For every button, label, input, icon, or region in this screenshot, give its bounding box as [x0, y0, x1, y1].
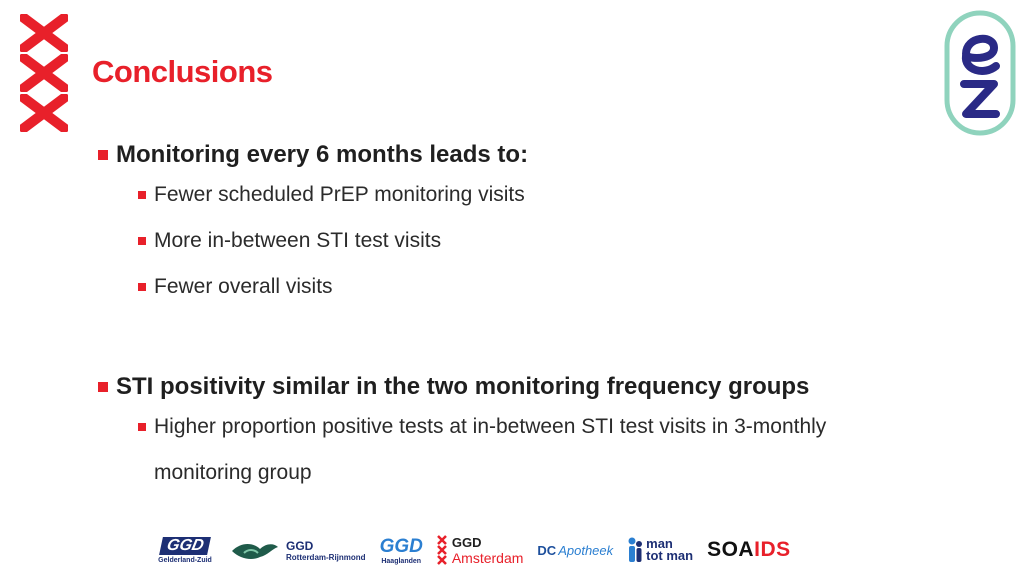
ggd-label: GGD [451, 534, 482, 550]
ggd-region: Amsterdam [451, 549, 524, 566]
ggd-region: Gelderland-Zuid [158, 556, 212, 564]
ggd-label: GGD [286, 538, 314, 553]
bullet-square-icon [138, 423, 146, 431]
tot-man-label: tot man [646, 548, 694, 563]
ggd-gelderland-zuid-logo [154, 537, 216, 564]
bullet-content [98, 138, 998, 496]
x-cross-icon [20, 54, 68, 92]
amsterdam-xxx-logo [20, 14, 68, 134]
ggd-haaglanden-logo [380, 536, 423, 565]
bullet-square-icon [138, 237, 146, 245]
bullet-square-icon [138, 283, 146, 291]
xxx-small-icon [437, 535, 447, 565]
bullet-square-icon [98, 150, 108, 160]
list-item-text: Fewer scheduled PrEP monitoring visits [154, 183, 525, 206]
soa-label: SOA [707, 538, 755, 561]
dc-apotheek-logo [537, 543, 613, 558]
ggd-region: Haaglanden [381, 557, 422, 565]
man-label: man [646, 536, 673, 551]
spacer [98, 310, 998, 370]
ggd-region: Rotterdam-Rijnmond [286, 552, 366, 562]
person-icon [627, 536, 643, 564]
bullet-square-icon [98, 382, 108, 392]
bird-icon [230, 537, 280, 563]
list-item [138, 172, 998, 218]
list-item-text: monitoring group [154, 461, 312, 484]
ggd-rotterdam-rijnmond-logo [230, 537, 366, 563]
ggd-label: GGD [379, 535, 423, 557]
ggd-amsterdam-logo [437, 535, 524, 566]
ez-logo-icon [944, 10, 1016, 136]
ggd-mark: GGD [159, 537, 211, 555]
section-heading [98, 138, 998, 172]
bullet-square-icon [138, 191, 146, 199]
list-item-text: More in-between STI test visits [154, 229, 442, 252]
dc-label: DC [537, 542, 557, 558]
man-tot-man-logo [627, 536, 693, 564]
section-heading-text: Monitoring every 6 months leads to: [116, 141, 529, 168]
list-item-continuation [138, 450, 998, 496]
x-cross-icon [20, 14, 68, 52]
list-item [138, 264, 998, 310]
x-cross-icon [20, 94, 68, 132]
apotheek-label: Apotheek [558, 542, 614, 558]
list-item [138, 404, 998, 450]
list-item-text: Fewer overall visits [154, 275, 333, 298]
slide-title: Conclusions [92, 54, 273, 89]
ids-label: IDS [754, 538, 791, 561]
section-heading-text: STI positivity similar in the two monitoring frequency groups [116, 373, 810, 400]
partner-logos [154, 528, 791, 572]
soaids-logo [707, 538, 791, 562]
list-item [138, 218, 998, 264]
list-item-text: Higher proportion positive tests at in-between STI test visits in 3-monthly [154, 415, 827, 438]
section-heading [98, 370, 998, 404]
